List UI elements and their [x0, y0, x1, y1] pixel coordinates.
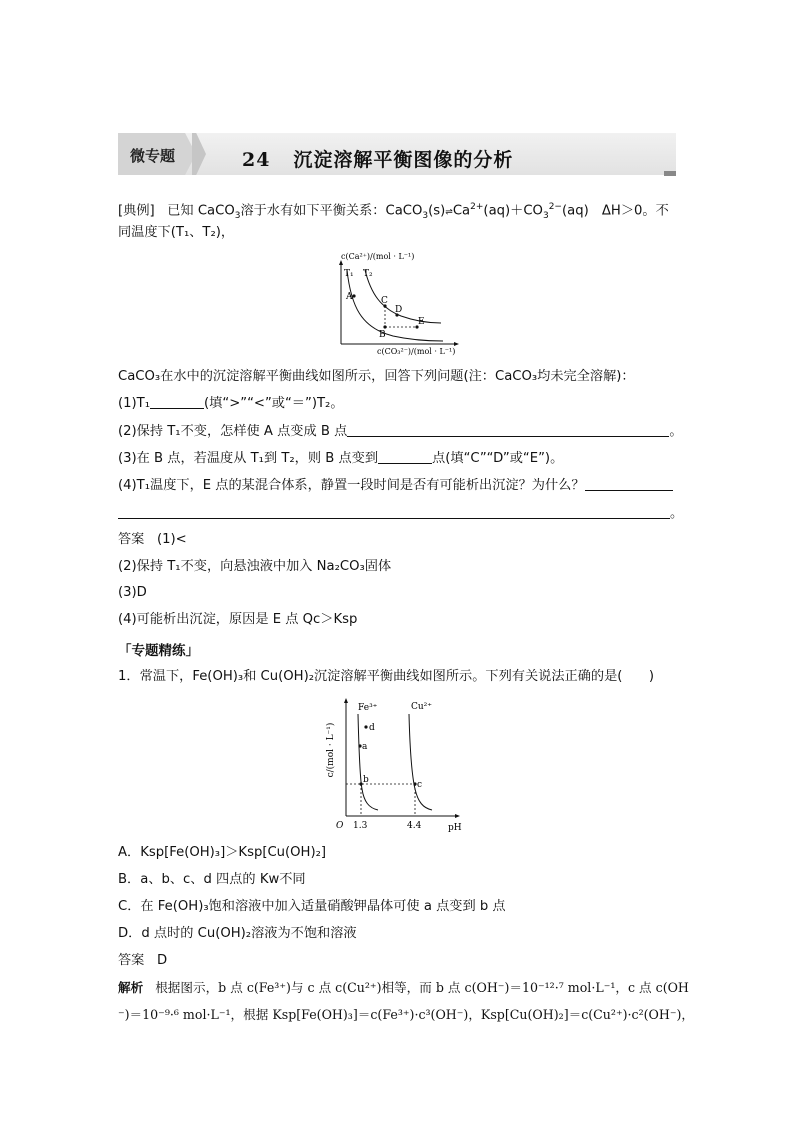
banner-corner-mark [664, 171, 676, 176]
fig1-label-b: B [379, 330, 386, 340]
analysis-line-2: ⁻)＝10⁻⁹·⁶ mol·L⁻¹，根据 Ksp[Fe(OH)₃]＝c(Fe³⁺)·c³(OH⁻)，Ksp[Cu(OH)₂]＝c(Cu²⁺)·c²(OH⁻)， [118, 1007, 695, 1022]
problem-1-answer: 答案 D [118, 953, 168, 968]
example-tag: [典例] [118, 203, 155, 219]
answer-line-3: (3)D [118, 585, 147, 600]
fig1-point-a [352, 294, 355, 297]
banner-label: 微专题 [130, 147, 176, 165]
example-intro: [典例] 已知 CaCO$_3$溶于水有如下平衡关系：$CaCO_3(s)\rightleftharpoons Ca^{2+}(aq)+CO_3^{2-}(aq)$ ΔH＞0。不 [118, 202, 669, 222]
answer-label: 答案 [118, 953, 145, 968]
answer-line-1: 答案 (1)< [118, 532, 187, 547]
analysis-line-1: 解析 根据图示，b 点 c(Fe³⁺)与 c 点 c(Cu²⁺)相等，而 b 点 c(OH⁻)＝10⁻¹²·⁷ mol·L⁻¹，c 点 c(OH [118, 980, 689, 995]
question-2: (2)保持 T₁不变，怎样使 A 点变成 B 点 。 [118, 424, 683, 439]
fig2-xlabel: pH [448, 823, 462, 833]
fig2-label-d: d [369, 723, 375, 733]
fig2-point-d [364, 725, 367, 728]
example-line3: CaCO₃在水中的沉淀溶解平衡曲线如图所示，回答下列问题(注：CaCO₃均未完全溶解)： [118, 369, 635, 384]
question-1: (1)T₁ (填“>”“<”或“＝”)T₂。 [118, 396, 344, 411]
fig2-label-cu: Cu²⁺ [411, 702, 433, 712]
answer-blank-1[interactable] [150, 395, 204, 409]
option-d: D．d 点时的 Cu(OH)₂溶液为不饱和溶液 [118, 926, 357, 941]
fig2-label-b: b [363, 775, 369, 785]
fig2-ylabel: c/(mol · L⁻¹) [326, 722, 336, 778]
answer-line-4: (4)可能析出沉淀，原因是 E 点 Qc＞Ksp [118, 612, 358, 627]
question-3: (3)在 B 点，若温度从 T₁到 T₂，则 B 点变到 点(填“C”“D”或“E”)。 [118, 451, 564, 466]
fig2-label-a: a [362, 742, 368, 752]
answer-blank-3[interactable] [378, 450, 432, 464]
fig2-tick-1: 1.3 [353, 821, 368, 831]
fig1-label-e: E [418, 317, 425, 327]
fig1-label-a: A [346, 292, 353, 302]
answer-blank-4a[interactable] [585, 477, 673, 491]
section-heading: 「专题精练」 [118, 643, 199, 659]
example-line2: 同温度下(T₁、T₂)， [118, 225, 235, 240]
topic-title: 沉淀溶解平衡图像的分析 [293, 149, 514, 171]
answer-blank-2[interactable] [347, 423, 669, 437]
fig2-x-arrow [455, 814, 460, 818]
fig1-xlabel: c(CO₃²⁻)/(mol · L⁻¹) [377, 347, 456, 356]
analysis-label: 解析 [118, 980, 144, 995]
fig1-label-t2: T₂ [363, 269, 373, 279]
fig1-label-c: C [381, 296, 388, 306]
figure-ph-curves [322, 694, 468, 834]
option-c: C．在 Fe(OH)₃饱和溶液中加入适量硝酸钾晶体可使 a 点变到 b 点 [118, 899, 506, 914]
fig1-ylabel: c(Ca²⁺)/(mol · L⁻¹) [341, 252, 415, 261]
fig1-label-d: D [395, 305, 403, 315]
page-title [242, 145, 513, 172]
option-b: B．a、b、c、d 四点的 Kw不同 [118, 872, 306, 887]
fig2-label-fe: Fe³⁺ [358, 703, 378, 713]
topic-banner [118, 133, 676, 175]
fig1-curve-t2 [365, 270, 441, 323]
answer-label: 答案 [118, 532, 145, 547]
fig2-curve-fe [358, 714, 378, 810]
fig1-x-arrow [454, 342, 459, 346]
fig1-point-b [383, 325, 386, 328]
question-4: (4)T₁温度下，E 点的某混合体系，静置一段时间是否有可能析出沉淀？为什么？ [118, 477, 673, 495]
option-a: A．Ksp[Fe(OH)₃]＞Ksp[Cu(OH)₂] [118, 845, 327, 860]
question-4-cont: 。 [118, 505, 683, 523]
fig1-label-t1: T₁ [344, 269, 354, 279]
fig2-curve-cu [409, 714, 432, 810]
figure-solubility-curves [335, 248, 463, 358]
fig2-origin: O [336, 821, 344, 831]
fig2-y-arrow [344, 698, 348, 703]
problem-1-stem: 1．常温下，Fe(OH)₃和 Cu(OH)₂沉淀溶解平衡曲线如图所示。下列有关说法正确的是( ) [118, 669, 654, 684]
fig2-label-c: c [417, 780, 423, 790]
answer-line-2: (2)保持 T₁不变，向悬浊液中加入 Na₂CO₃固体 [118, 559, 392, 574]
topic-number: 24 [242, 149, 271, 171]
answer-blank-4b[interactable] [118, 505, 670, 519]
fig2-tick-2: 4.4 [407, 821, 422, 831]
